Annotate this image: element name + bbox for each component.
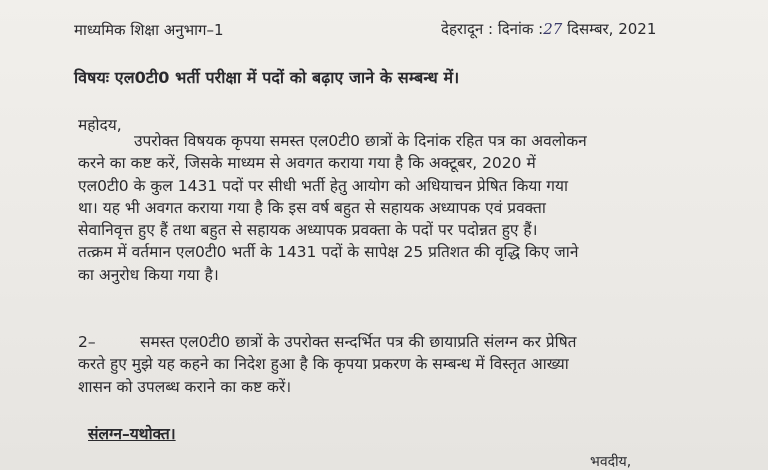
paragraph-1-line: तत्क्रम में वर्तमान एल0टी0 भर्ती के 1431 पदों के सापेक्ष 25 प्रतिशत की वृद्धि किए जाने [78,243,579,262]
paragraph-1-line: उपरोक्त विषयक कृपया समस्त एल0टी0 छात्रों के दिनांक रहित पत्र का अवलोकन [134,132,587,150]
paragraph-2-first-text: समस्त एल0टी0 छात्रों के उपरोक्त सन्दर्भित पत्र की छायाप्रति संलग्न कर प्रेषित [140,333,577,351]
salutation: महोदय, [78,116,122,134]
place-date [441,19,656,39]
subject-line: विषयः एल0टी0 भर्ती परीक्षा में पदों को बढ़ाए जाने के सम्बन्ध में। [74,68,460,87]
paragraph-1-line: था। यह भी अवगत कराया गया है कि इस वर्ष बहुत से सहायक अध्यापक एवं प्रवक्ता [78,198,546,217]
paragraph-1-line: का अनुरोध किया गया है। [78,265,219,284]
paragraph-1-line: सेवानिवृत्त हुए हैं तथा बहुत से सहायक अध्यापक प्रवक्ता के पदों पर पदोन्नत हुए हैं। [78,221,538,240]
department-name: माध्यमिक शिक्षा अनुभाग–1 [74,21,224,39]
paragraph-1-line: करने का कष्ट करें, जिसके माध्यम से अवगत कराया गया है कि अक्टूबर, 2020 में [78,154,536,173]
place-date-label: देहरादून : दिनांक : [441,20,544,38]
handwritten-day: 27 [543,20,563,38]
paragraph-number: 2– [78,333,96,351]
paragraph-2-line [78,331,706,353]
month-year: दिसम्बर, 2021 [567,20,657,38]
signoff: भवदीय, [590,454,632,470]
paragraph-2-line: करते हुए मुझे यह कहने का निदेश हुआ है कि कृपया प्रकरण के सम्बन्ध में विस्तृत आख्या [78,355,569,374]
paragraph-2 [78,331,706,398]
enclosure-note: संलग्न–यथोक्त। [88,425,176,443]
paragraph-1-line: एल0टी0 के कुल 1431 पदों पर सीधी भर्ती हेतु आयोग को अधियाचन प्रेषित किया गया [78,176,569,195]
paragraph-1 [78,130,706,286]
paragraph-2-line: शासन को उपलब्ध कराने का कष्ट करें। [78,377,292,396]
